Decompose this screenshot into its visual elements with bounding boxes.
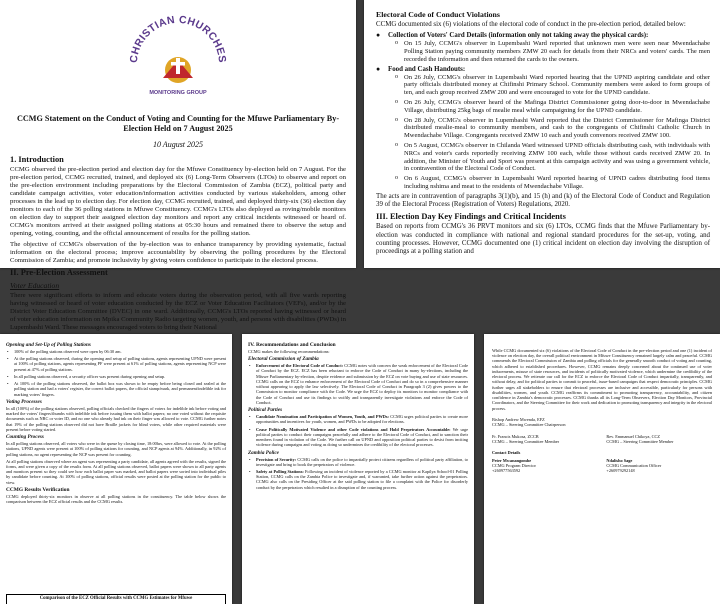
ccmg-logo [123,14,233,104]
bullet-dot-icon: ● [376,32,381,40]
introduction-heading: 1. Introduction [10,154,64,164]
list-item [248,469,468,490]
recommendations-lead: CCMG makes the following recommendations: [248,349,330,354]
contact-name: Peter Mwanangombe [492,457,532,463]
counting-process-heading: Counting Process [6,434,44,441]
contact-details-heading: Contact Details [492,450,521,456]
list-item-text: CCMG calls on the police to impartially protect citizens regardless of political party affiliation, to investigate and bring to book the perpetrators of violence. [256,456,468,467]
signatory-chairperson [492,417,712,428]
voters-card-bullet-text: Collection of Voters' Card Details (information only not taking away the physical cards): [388,32,649,40]
list-item-label: Enforcement of the Electoral Code of Conduct: [256,363,344,369]
political-parties-heading: Political Parties [248,407,283,414]
list-item: o On 5 August, CCMG's observer in Chilanda Ward witnessed UPND officials distributing cash, with individuals with NRCs and voter's cards reportedly receiving ZMW 100 each, while those without cards received ZMW 20. In addition, the Minister of Youth and Sport was present at this campaign activity and was using a government vehicle, in contravention of the Electoral Code of Conduct. [404,142,710,173]
contravention-paragraph: The acts are in contravention of paragraphs 3(1)(b), and 15 (h) and (k) of the Electoral Code of Conduct and Regulation 39 of the Electoral Process (Registration of Voters) Regulations, 2020. [376,192,710,209]
list-item [248,427,468,448]
introduction-paragraph-1: CCMG observed the pre-election period and election day for the Mfuwe Constituency by-election held on 7 August. For the pre-election period, CCMG recruited, trained, and deployed six (6) Long-Term Observers (LTOs) to observe and report on the pre-election environment including preparations by the Electoral Commission of Zambia (ECZ), political party and candidate campaign activities, voter education/information activities conducted by various stakeholders, among other processes in the lead up to election day. For election day, CCMG recruited, trained, and deployed thirty-six (36) election day monitors to each of the 36 polling stations in Mfuwe Constituency. CCMG's LTOs also deployed as roving/mobile monitors on election day to support their assigned election day monitors and report any critical incidents witnessed or heard of. CCMG's monitors arrived at their assigned polling stations at 05:30 hours and remained there to observe the setup and opening, voting, counting, and the official announcement of results for the polling station. [10,165,346,237]
list-item [248,457,468,467]
voters-card-bullet [376,32,710,39]
code-violations-lead: CCMG documented six (6) violations of the electoral code of conduct in the pre-election period, detailed below: [376,21,686,28]
logo-arc-text: CHRISTIAN CHURCHES [127,14,229,64]
contact-row [492,458,712,474]
list-item-label: Candidate Nomination and Participation of Women, Youth, and PWDs: [256,414,389,420]
voter-education-paragraph: There were significant efforts to inform and educate voters during the observation period, with all five wards reporting having witnessed or heard of voter education conducted by the ECZ or Voter Education Facilitators (VEFs), and/or by the District Voter Education Committee (DVEC) in one ward. Additionally, CCMG's LTOs reported having witnessed or heard of voter education information on Mpika Community Radio targeting women, youth, and persons with disabilities (PWDs) in Lupembashi Ward. These messages encouraged voters to bring their National [10,291,346,331]
signatory-member-1 [492,434,598,445]
page-2 [364,0,720,268]
pre-election-heading: II. Pre-Election Assessment [10,267,108,277]
signatory-name: Fr. Francis Mukosa, ZCCB [492,433,539,439]
list-item: o On 28 July, CCMG's observer in Lupembashi Ward reported that the District Commissioner for Mafinga District distributed mealie-meal to community members, and cash to the congregants of Chifinshi Catholic Church in Mwendachabe Village. Congregants received ZMW 10 each and youth convenors received ZMW 100. [404,117,710,140]
food-cash-bullet [376,66,710,73]
ecz-heading: Electoral Commission of Zambia [248,356,319,363]
introduction-paragraph-2: The objective of CCMG's observation of the by-election was to enhance transparency by providing systematic, factual information on the electoral process; improve accountability by observing the polling procedures by the Electoral Commission of Zambia; and promote inclusivity by giving voters confidence to participate in the electoral process. [10,240,346,264]
contact-phone: +260979292148 [606,468,635,474]
bullet-dot-icon: ● [376,65,381,73]
page-3 [0,334,232,604]
food-cash-bullet-text: Food and Cash Handouts: [388,65,466,73]
contact-name: Ndalisho Sage [606,457,633,463]
opening-setup-heading: Opening and Set-Up of Polling Stations [6,342,91,348]
voters-card-list [376,40,710,63]
logo-bottom-text: MONITORING GROUP [149,90,207,96]
list-item-text: CCMG urges political parties to create more opportunities and incentives for youth, women, and PWDs to be adopted for elections. [256,414,468,425]
voting-process-heading: Voting Processes [6,398,42,405]
election-day-findings-paragraph: Based on reports from CCMG's 36 PRVT monitors and six (6) LTOs, CCMG finds that the Mfuwe Parliamentary by-election was conducted in compliance with national and regional standard procedures for the set-up, voting, and counting processes. However, CCMG documented one (1) critical incident on election day involving the disruption of proceedings at a polling station and [376,223,710,256]
contact-role: CCMG Communication Officer [606,462,662,468]
page-4 [242,334,474,604]
list-item: • At 100% of the polling stations observed, the ballot box was shown to be empty before being closed and sealed at the polling station and had a voters' register, the correct ballot papers, the official stamp/mark, and permanent/indelible ink for marking voters' fingers. [6,381,226,397]
signatory-member-2 [606,434,712,445]
list-item-text: CCMG notes with concern the weak enforcement of the Electoral Code of Conduct by the ECZ. ECZ has been reluctant to enforce the Code of Conduct in many by-elections, including the Mfuwe Parliamentary by-election, despite evidence and submission by the ECZ on vote buying and use of state resources. CCMG calls on the ECZ to enhance enforcement of the Electoral Code of Conduct and do so in a comprehensive manner without appearing to apply the law selectively. The Electoral Code of Conduct in Paragraph 3 (2) gives powers to the Commission to monitor compliance with the Code. We urge the ECZ to deploy its monitors to monitor compliance with the Code of Conduct and use its findings to swiftly and transparently investigate violations and enforce the Code of Conduct. [256,363,469,405]
voting-process-paragraph: In all (100%) of the polling stations observed, polling officials checked the fingers of voters for indelible ink before voting and marked the voters' fingers/thumbs with indelible ink before issuing them with ballot papers; no one voted without the requisite documents such as NRC or voter ID, and no one who already had ink on their finger was allowed to vote. CCMG further notes that 19% of the polling stations observed did not have Braille jackets for blind voters, while other required materials were present before voting started. [6,405,226,432]
counting-agents-paragraph: At all polling stations observed where an agent was representing a party candidate, all agents agreed with the results, signed the forms, and were given a copy of the results form. At all polling stations observed, ballot papers were shown to all party agents and monitors present so they could see how each ballot paper was marked, and ballot papers were sorted into individual piles by candidate before counting. At 100% of polling stations, official results were posted at the polling station for the public to view. [6,458,226,485]
list-item: o On 6 August, CCMG's observer in Lupembashi Ward reported hearing of UPND cadres distributing food items including nshima and meat to the residents of Mwendachabe Village. [404,175,710,191]
voter-education-heading: Voter Education [10,280,60,290]
signatory-row [492,434,712,445]
list-item: • In all polling stations observed, a security officer was present during opening and setup. [6,374,226,379]
svg-text:CHRISTIAN CHURCHES [128,14,228,64]
counting-process-paragraph: In all polling stations observed, all voters who were in the queue by closing time, 18:00hrs, were allowed to vote. At the polling stations, UPND agents were present at 100% of polling stations for counting, and NCP agents at 94%. Additionally, in 92% of polling stations, no agent representing the NCP was present for counting. [6,441,226,457]
statement-date: 10 August 2025 [152,139,204,149]
zambia-police-heading: Zambia Police [248,449,279,456]
page-1 [0,0,356,331]
contact-role: CCMG Program Director [492,462,536,468]
signatory-name: Rev. Emmanuel Chikoya, CCZ [606,433,660,439]
contact-program-director [492,458,598,474]
election-day-findings-heading: III. Election Day Key Findings and Critical Incidents [376,212,566,222]
results-verification-heading: CCMG Results Verification [6,486,70,493]
signatory-role: CCMG – Steering Committee Member [492,438,560,444]
conclusion-paragraph: While CCMG documented six (6) violations of the Electoral Code of Conduct in the pre-election period and one (1) incident of violence on election day, the overall political environment in Mfuwe Constituency remained largely calm and peaceful. CCMG commends the Electoral Commission of Zambia and polling officials for the generally smooth conduct of voting and counting, which adhered to established procedures. However, CCMG remains deeply concerned about the continued use of voter inducements, misuse of state resources, and incidents of politically motivated violence, which undermine the credibility of the electoral process. We reiterate our call for the ECZ to enforce the Electoral Code of Conduct impartially, transparently, and without delay, and for political parties to commit to peaceful, issue-based campaigns that respect democratic principles. CCMG further urges all stakeholders to ensure that electoral processes are inclusive and accessible, particularly for persons with disabilities, women, and youth. CCMG reaffirms its commitment to promoting transparency, accountability, and citizen confidence in Zambia's democratic processes. CCMG thanks all its Long-Term Observers, Election Day Monitors, Provincial Coordinators, and the Steering Committee for their work and dedication to promoting transparency and integrity in the electoral process. [492,348,712,411]
page-5 [484,334,720,604]
list-item: • 100% of the polling stations observed were open by 06:30 am. [6,349,226,354]
code-violations-heading: Electoral Code of Conduct Violations [376,10,500,19]
signatory-role: CCMG – Steering Committee Chairperson [492,422,566,428]
recommendations-heading: IV. Recommendations and Conclusion [248,342,336,348]
list-item: o On 15 July, CCMG's observer in Lupembashi Ward reported that unknown men were seen near Mwendachabe Polling Station paying community members ZMW 20 each for details from their NRCs and voters' cards. The men recorded the information and then returned the cards to the owners. [404,40,710,63]
list-item-text: We urge political parties to conduct their campaigns peacefully and adhere to the Electoral Code of Conduct, and to sanction their members found in violation of the Code. We further call on UPND and opposition political parties to desist from inciting violence during campaigns and voting as doing so undermines the credibility of the electoral processes. [256,426,469,448]
food-cash-list [376,74,710,191]
signatory-role: CCMG – Steering Committee Member [606,438,674,444]
list-item [248,363,468,405]
statement-title: CCMG Statement on the Conduct of Voting and Counting for the Mfuwe Parliamentary By-Election Held on 7 August 2025 [16,114,340,134]
list-item-label: Safety at Polling Stations: [256,468,304,474]
list-item-text: Following an incident of violence reported by a CCMG monitor at Kapilya School-01 Polling Station, CCMG calls on the Zambia Police to investigate and, if warranted, take further action against the perpetrators. CCMG also calls on the Presiding Officer at the said polling station to file a complaint with the Police for disorderly conduct by the perpetrators which resulted in a disruption of the counting process. [256,468,468,490]
contact-phone: +260977563592 [492,468,521,474]
list-item: o On 26 July, CCMG's observer heard of the Mafinga District Commissioner going door-to-door in Mwendachabe Village, distributing 25kg bags of mealie meal while campaigning for the UPND candidate. [404,99,710,115]
signatory-name: Bishop Andrew Mwenda, EFZ [492,416,545,422]
list-item [248,414,468,424]
contact-communication-officer [606,458,712,474]
list-item: o On 26 July, CCMG's observer in Lupembashi Ward reported hearing that the UPND aspiring candidate and other party officials distributed money at Chifinshi Primary School. Community members were asked to form groups of ten, and each group received ZMW 200 and were encouraged to vote for the UPND candidate. [404,74,710,97]
results-table-caption: Comparison of the ECZ Official Results with CCMG Estimates for Mfuwe [6,594,226,604]
list-item-label: Provision of Security: [256,456,297,462]
list-item: • At the polling stations observed, during the opening and setup of polling stations, agents representing UPND were present at 100% of polling stations, agents representing PF were present at 61% of polling stations, agents representing NCP were present at 47% of polling stations. [6,356,226,372]
results-verification-paragraph: CCMG deployed thirty-six monitors in observe at all polling stations in the constituency. The table below shows the comparison between the ECZ official results and the CCMG results. [6,493,226,505]
list-item-label: Cease Politically Motivated Violence and other Code violations and Hold Perpetrators Accountable: [256,426,451,432]
